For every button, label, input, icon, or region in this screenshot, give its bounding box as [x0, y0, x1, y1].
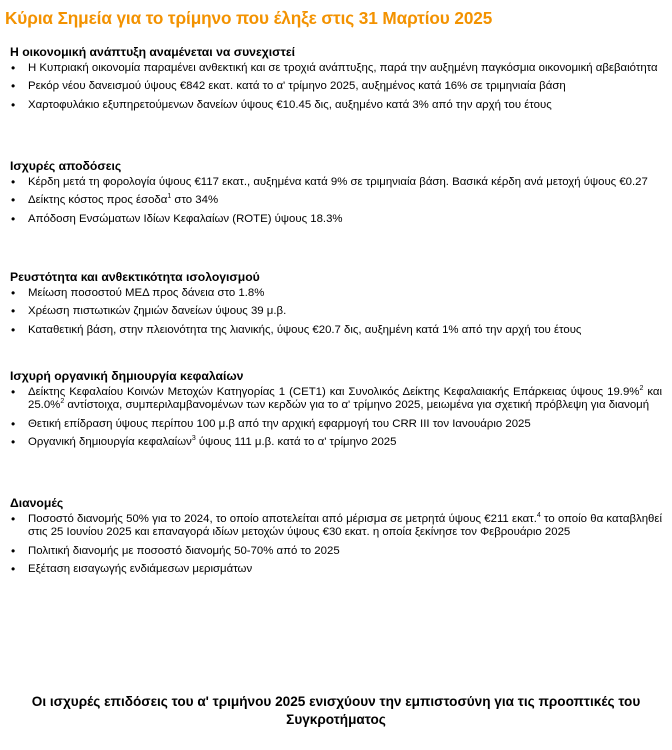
list-item-text: αντίστοιχα, συμπεριλαμβανομένων των κερδών για το α' τρίμηνο 2025, μειωμένα για σχετική πρόβλεψη για διανομή	[64, 399, 650, 412]
list-item: • Μείωση ποσοστού ΜΕΔ προς δάνεια στο 1.8%	[10, 287, 662, 300]
list-item: • Θετική επίδραση ύψους περίπου 100 μ.β από την αρχική εφαρμογή του CRR III τον Ιανουάριο 2025	[10, 418, 662, 431]
section-distributions	[10, 496, 662, 582]
section-capital-generation	[10, 369, 662, 455]
section-liquidity	[10, 270, 662, 342]
list-item	[10, 194, 662, 207]
list-item-text: Δείκτης Κεφαλαίου Κοινών Μετοχών Κατηγορίας 1 (CET1) και Συνολικός Δείκτης Κεφαλαιακής Επάρκειας ύψους 19.9%	[28, 386, 640, 398]
bullet-list	[10, 62, 662, 112]
list-item-text: Οργανική δημιουργία κεφαλαίων	[28, 436, 192, 449]
section-heading: Ισχυρές αποδόσεις	[10, 159, 122, 173]
list-item: • Χαρτοφυλάκιο εξυπηρετούμενων δανείων ύψους €10.45 δις, αυξημένο κατά 3% από την αρχή του έτους	[10, 99, 662, 112]
list-item: • Εξέταση εισαγωγής ενδιάμεσων μερισμάτων	[10, 563, 662, 576]
list-item: • Κέρδη μετά τη φορολογία ύψους €117 εκατ., αυξημένα κατά 9% σε τριμηνιαία βάση. Βασικά κέρδη ανά μετοχή ύψους €0.27	[10, 176, 662, 189]
list-item-text: το οποίο θα καταβληθεί στις 25 Ιουνίου 2025 και επαναγορά ιδίων μετοχών ύψους €30 εκατ. η οποία ξεκίνησε τον Φεβρουάριο 2025	[28, 513, 662, 539]
list-item: • Απόδοση Ενσώματων Ιδίων Κεφαλαίων (ROTE) ύψους 18.3%	[10, 213, 662, 226]
list-item-text: Δείκτης κόστος προς έσοδα	[28, 194, 168, 207]
list-item-text: και 25.0%	[28, 386, 662, 412]
section-heading: Διανομές	[10, 496, 64, 510]
footnote-marker: 1	[167, 193, 172, 201]
section-economic-growth	[10, 45, 662, 117]
list-item: • Ρεκόρ νέου δανεισμού ύψους €842 εκατ. κατά το α' τρίμηνο 2025, αυξημένος κατά 16% σε τριμηνιαία βάση	[10, 80, 662, 93]
list-item: • Πολιτική διανομής με ποσοστό διανομής 50-70% από το 2025	[10, 545, 662, 558]
list-item: • Καταθετική βάση, στην πλειονότητα της λιανικής, ύψους €20.7 δις, αυξημένη κατά 1% από την αρχή του έτους	[10, 324, 662, 337]
section-heading: Ισχυρή οργανική δημιουργία κεφαλαίων	[10, 369, 244, 383]
list-item-text: ύψους 111 μ.β. κατά το α' τρίμηνο 2025	[195, 436, 397, 449]
footnote-marker: 3	[191, 435, 196, 443]
list-item	[10, 386, 662, 413]
footnote-marker: 4	[536, 512, 541, 519]
list-item	[10, 513, 662, 540]
section-heading: Η οικονομική ανάπτυξη αναμένεται να συνεχιστεί	[10, 45, 296, 59]
bullet-list	[10, 176, 662, 226]
footnote-marker: 2	[639, 385, 644, 392]
bullet-list	[10, 386, 662, 450]
section-heading: Ρευστότητα και ανθεκτικότητα ισολογισμού	[10, 270, 260, 284]
list-item-text: Ποσοστό διανομής 50% για το 2024, το οποίο αποτελείται από μέρισμα σε μετρητά ύψους €211 εκατ.	[28, 513, 537, 525]
list-item-text: στο 34%	[171, 194, 219, 207]
section-strong-returns	[10, 159, 662, 231]
list-item	[10, 436, 662, 449]
list-item: • Χρέωση πιστωτικών ζημιών δανείων ύψους 39 μ.β.	[10, 305, 662, 318]
list-item: • Η Κυπριακή οικονομία παραμένει ανθεκτική και σε τροχιά ανάπτυξης, παρά την αυξημένη παγκόσμια οικονομική αβεβαιότητα	[10, 62, 662, 75]
footnote-marker: 2	[60, 398, 65, 406]
closing-statement: Οι ισχυρές επιδόσεις του α' τριμήνου 2025 ενισχύουν την εμπιστοσύνη για τις προοπτικές του Συγκροτήματος	[31, 694, 641, 727]
bullet-list	[10, 287, 662, 337]
bullet-list	[10, 513, 662, 577]
page-title: Κύρια Σημεία για το τρίμηνο που έληξε στις 31 Μαρτίου 2025	[5, 8, 493, 28]
